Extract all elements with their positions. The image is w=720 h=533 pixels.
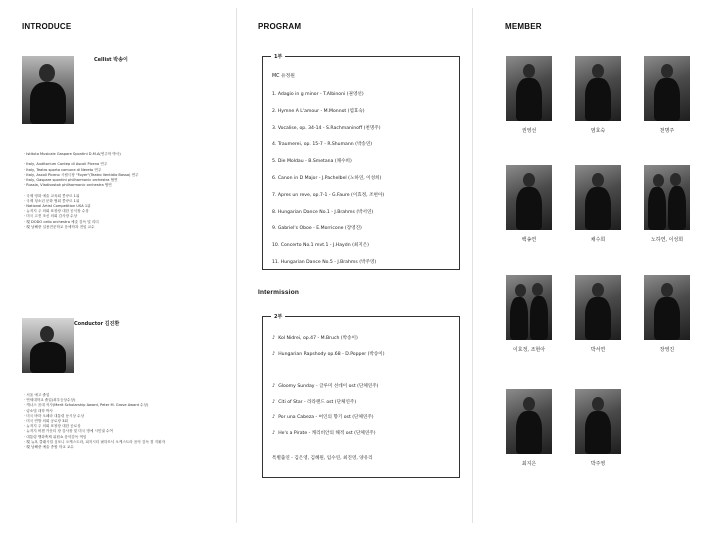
member-card <box>644 56 690 134</box>
member-photo <box>644 56 690 121</box>
special-guests: 특별출연 - 김은영, 김혜원, 임수연, 최진영, 양유리 <box>272 456 373 461</box>
member-photo <box>575 165 621 230</box>
program-item: ♪ Gloomy Sunday - 글루미 선데이 ost (단체연주) <box>272 383 379 389</box>
member-photo <box>506 165 552 230</box>
bio-line: · 뉴저지 주 의회 표창장 대한 공로상 <box>24 424 81 429</box>
member-card <box>506 389 552 467</box>
program-heading: PROGRAM <box>258 22 302 31</box>
member-name: 박서연 <box>590 347 606 353</box>
program-item: 8. Hungarian Dance No.1 - J.Brahms (박서연) <box>272 209 374 215</box>
member-card <box>575 56 621 134</box>
member-name: 노하연, 이성희 <box>650 237 684 243</box>
bio-line: · Italy, Auditorium Cantep di Ascoli Piceno 연주 <box>24 162 108 167</box>
program-item: ♪ He's a Pirate - 캐리비안의 해적 ost (단체연주) <box>272 429 376 436</box>
bio-line: · 現 DODO cello orchestra 예술 감독 및 리더 <box>24 219 99 224</box>
member-name: 염효숙 <box>590 128 606 134</box>
music-note-icon: ♪ <box>272 414 276 421</box>
program-item: 3. Vocalise, op. 34-14 - S.Rachmaninoff (천명주) <box>272 125 381 131</box>
program-item: 9. Gabriel's Oboe - E.Morricone (장영진) <box>272 226 362 232</box>
music-note-icon: ♪ <box>272 350 276 357</box>
part2-label: 2부 <box>271 313 285 320</box>
cellist-title: Cellist 박송이 <box>94 57 128 63</box>
program-item: ♪ Kol Nidrei, op.47 - M.Bruch (박송이) <box>272 335 358 341</box>
bio-line: · 캐나스 음대 석사(Merit Scholarship Award, Peter M. Grove Award 수상) <box>24 403 149 408</box>
intermission-heading: Intermission <box>258 289 300 296</box>
bio-line: · 국제 영화 예술 교육회 콩쿠르 1위 <box>24 193 80 198</box>
program-item: 6. Canon in D Major - J.Pachelbel (노하연, 이성희) <box>272 175 382 181</box>
bio-line: · 미국 연방 의회 공로장 3회 <box>24 419 68 424</box>
cellist-photo <box>22 56 74 124</box>
program-item: ♪ Hungarian Rapshody op.68 - D.Popper (박송이) <box>272 350 385 357</box>
member-name: 이효정, 조현아 <box>512 347 546 353</box>
member-photo <box>575 389 621 454</box>
member-card <box>575 165 621 243</box>
bio-line: · National Artist Competition USA 1위 <box>24 204 91 209</box>
member-name: 천명주 <box>659 128 675 134</box>
introduce-heading: INTRODUCE <box>22 22 72 31</box>
member-name: 권영선 <box>521 128 537 134</box>
program-item: 5. Die Moldau - B.Smetana (채수희) <box>272 159 352 165</box>
member-card <box>506 56 552 134</box>
program-item: 11. Hungarian Dance No.5 - J.Brahms (박주영) <box>272 259 377 265</box>
bio-line: · 뉴저지 주 의회 표창장 대한 공식장 수상 <box>24 209 89 214</box>
program-part1-list <box>272 92 384 277</box>
bio-line: · 現 남해중 예술 종합 학교 교수 <box>24 445 74 450</box>
conductor-title: Conductor 김진환 <box>74 321 120 327</box>
bio-line: · 미국 고전 조신 의회 감사장 수상 <box>24 214 78 219</box>
member-card <box>644 275 690 353</box>
column-divider-right <box>472 8 473 523</box>
member-photo <box>506 56 552 121</box>
program-item: 4. Traumerei, op. 15-7 - R.Shumann (박송연) <box>272 142 373 148</box>
music-note-icon: ♪ <box>272 429 276 436</box>
bio-line: · Italy, Gaspare spontini philharmonic orchestra 협연 <box>24 178 118 183</box>
program-item: 7. Apres un reve, op.7-1 - G.Faure (이효정, 조현아) <box>272 192 385 198</box>
conductor-photo <box>22 318 74 373</box>
member-name: 박주영 <box>590 461 606 467</box>
bio-line: · 대통령 앵화축제 위원쇼 음악감독 역임 <box>24 434 87 439</box>
column-divider-left <box>236 8 237 523</box>
member-photo <box>575 275 621 340</box>
bio-line: · Istituto Musicale Gaspare Spontini D.M.A(연주학 박사) <box>24 152 121 156</box>
bio-line: · 서울 예고 졸업 <box>24 393 50 397</box>
program-item: 10. Concerto No.1 mvt.1 - J.Haydn (최지은) <box>272 243 369 249</box>
bio-line: · 미국 바하 오페라 대통령 동시상 수상 <box>24 413 85 418</box>
member-photo <box>644 165 690 230</box>
bio-line: · 現 남해중 실용전문학교 음예학과 전임 교수 <box>24 224 95 229</box>
member-name: 최지은 <box>521 461 537 467</box>
part1-label: 1부 <box>271 53 285 60</box>
program-item: ♪ Por una Cabeza - 여인의 향기 ost (단체연주) <box>272 414 374 421</box>
member-name: 백송연 <box>521 237 537 243</box>
bio-line: · Russia, Vladivostok philharmonic orchestra 협연 <box>24 183 112 188</box>
program-item: 2. Hymne A L'amour - M.Monnot (염효숙) <box>272 108 365 114</box>
member-card <box>575 275 621 353</box>
bio-line: · 링소법 대학 박사 <box>24 408 53 413</box>
conductor-bio <box>24 393 165 450</box>
bio-line: · 뉴저지 버겐 카운티 장 감사장 및 미국 명예 시민권 수여 <box>24 429 113 434</box>
member-card <box>506 165 552 243</box>
mc-line: MC 유정원 <box>272 74 295 79</box>
bio-line: · 연세대학교 졸업(최우등상수상) <box>24 398 76 403</box>
member-photo <box>506 275 552 340</box>
member-card <box>506 275 552 353</box>
music-note-icon: ♪ <box>272 383 276 389</box>
program-item: 1. Adagio in g minor - T.Albinoni (권영선) <box>272 92 364 97</box>
member-photo <box>644 275 690 340</box>
cellist-bio <box>24 152 139 230</box>
program-part2-list-a <box>272 335 385 366</box>
program-part2-list-b <box>272 383 378 445</box>
bio-line: · Italy, Ascoli Piceno 시립극장 "Foyer"(Teatro Ventidio Basso) 연주 <box>24 172 139 177</box>
music-note-icon: ♪ <box>272 335 276 341</box>
bio-line: · 국제 청소년 문화 협회 콩쿠르 1위 <box>24 198 80 203</box>
member-card <box>575 389 621 467</box>
member-photo <box>575 56 621 121</box>
music-note-icon: ♪ <box>272 398 276 405</box>
bio-line: · 現 뉴욕 클래시컬 심포니 오케스트라, 피지시티 필하모닉 오케스트라 음악 감독 겸 지휘자 <box>24 439 166 444</box>
bio-line: · Italy, Teatro sporto comune di Nereto 연주 <box>24 167 102 172</box>
member-card <box>644 165 690 243</box>
member-name: 장영진 <box>659 347 675 353</box>
member-heading: MEMBER <box>505 22 542 31</box>
member-photo <box>506 389 552 454</box>
program-item: ♪ Citi of Star - 라라랜드 ost (단체연주) <box>272 398 357 405</box>
member-name: 채수희 <box>590 237 606 243</box>
